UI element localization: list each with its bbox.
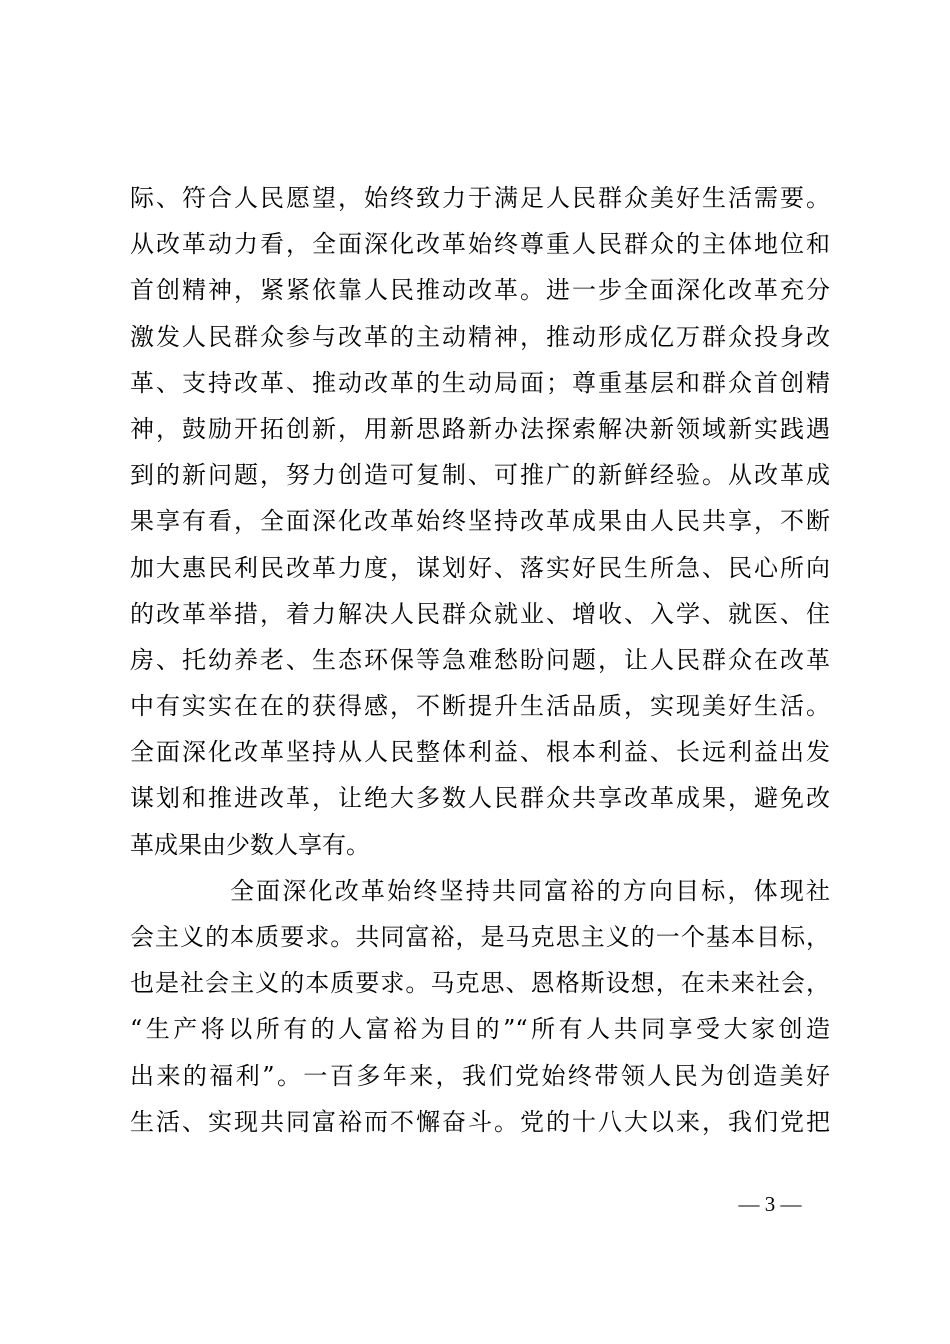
text-line: 首创精神，紧紧依靠人民推动改革。进一步全面深化改革充分 [130, 276, 830, 305]
paragraph-1 [130, 175, 830, 868]
text-line: “生产将以所有的人富裕为目的”“所有人共同享受大家创造 [130, 1015, 830, 1044]
text-line: 际、符合人民愿望，始终致力于满足人民群众美好生活需要。 [130, 184, 830, 212]
text-line: 革、支持改革、推动改革的生动局面；尊重基层和群众首创精 [130, 368, 830, 397]
text-line: 的改革举措，着力解决人民群众就业、增收、入学、就医、住 [130, 599, 830, 628]
page-number: — 3 — [738, 1192, 802, 1216]
text-line: 到的新问题，努力创造可复制、可推广的新鲜经验。从改革成 [130, 461, 830, 490]
text-line: 激发人民群众参与改革的主动精神，推动形成亿万群众投身改 [130, 322, 830, 351]
text-line: 加大惠民利民改革力度，谋划好、落实好民生所急、民心所向 [130, 553, 830, 582]
text-line: 会主义的本质要求。共同富裕，是马克思主义的一个基本目标， [130, 923, 830, 951]
text-line: 生活、实现共同富裕而不懈奋斗。党的十八大以来，我们党把 [130, 1107, 830, 1136]
text-line: 谋划和推进改革，让绝大多数人民群众共享改革成果，避免改 [130, 784, 830, 813]
body-text [130, 175, 830, 1145]
text-line: 从改革动力看，全面深化改革始终尊重人民群众的主体地位和 [130, 230, 830, 259]
text-line: 房、托幼养老、生态环保等急难愁盼问题，让人民群众在改革 [130, 645, 830, 674]
text-line: 全面深化改革坚持从人民整体利益、根本利益、长远利益出发 [130, 738, 830, 767]
paragraph-2 [130, 868, 830, 1145]
text-line: 果享有看，全面深化改革始终坚持改革成果由人民共享，不断 [130, 507, 830, 536]
text-line: 革成果由少数人享有。 [130, 830, 370, 859]
text-line: 也是社会主义的本质要求。马克思、恩格斯设想，在未来社会， [130, 969, 830, 998]
text-line: 中有实实在在的获得感，不断提升生活品质，实现美好生活。 [130, 692, 830, 721]
text-line: 神，鼓励开拓创新，用新思路新办法探索解决新领域新实践遇 [130, 414, 830, 443]
text-line: 出来的福利”。一百多年来，我们党始终带领人民为创造美好 [130, 1061, 830, 1090]
text-line: 全面深化改革始终坚持共同富裕的方向目标，体现社 [230, 876, 830, 905]
